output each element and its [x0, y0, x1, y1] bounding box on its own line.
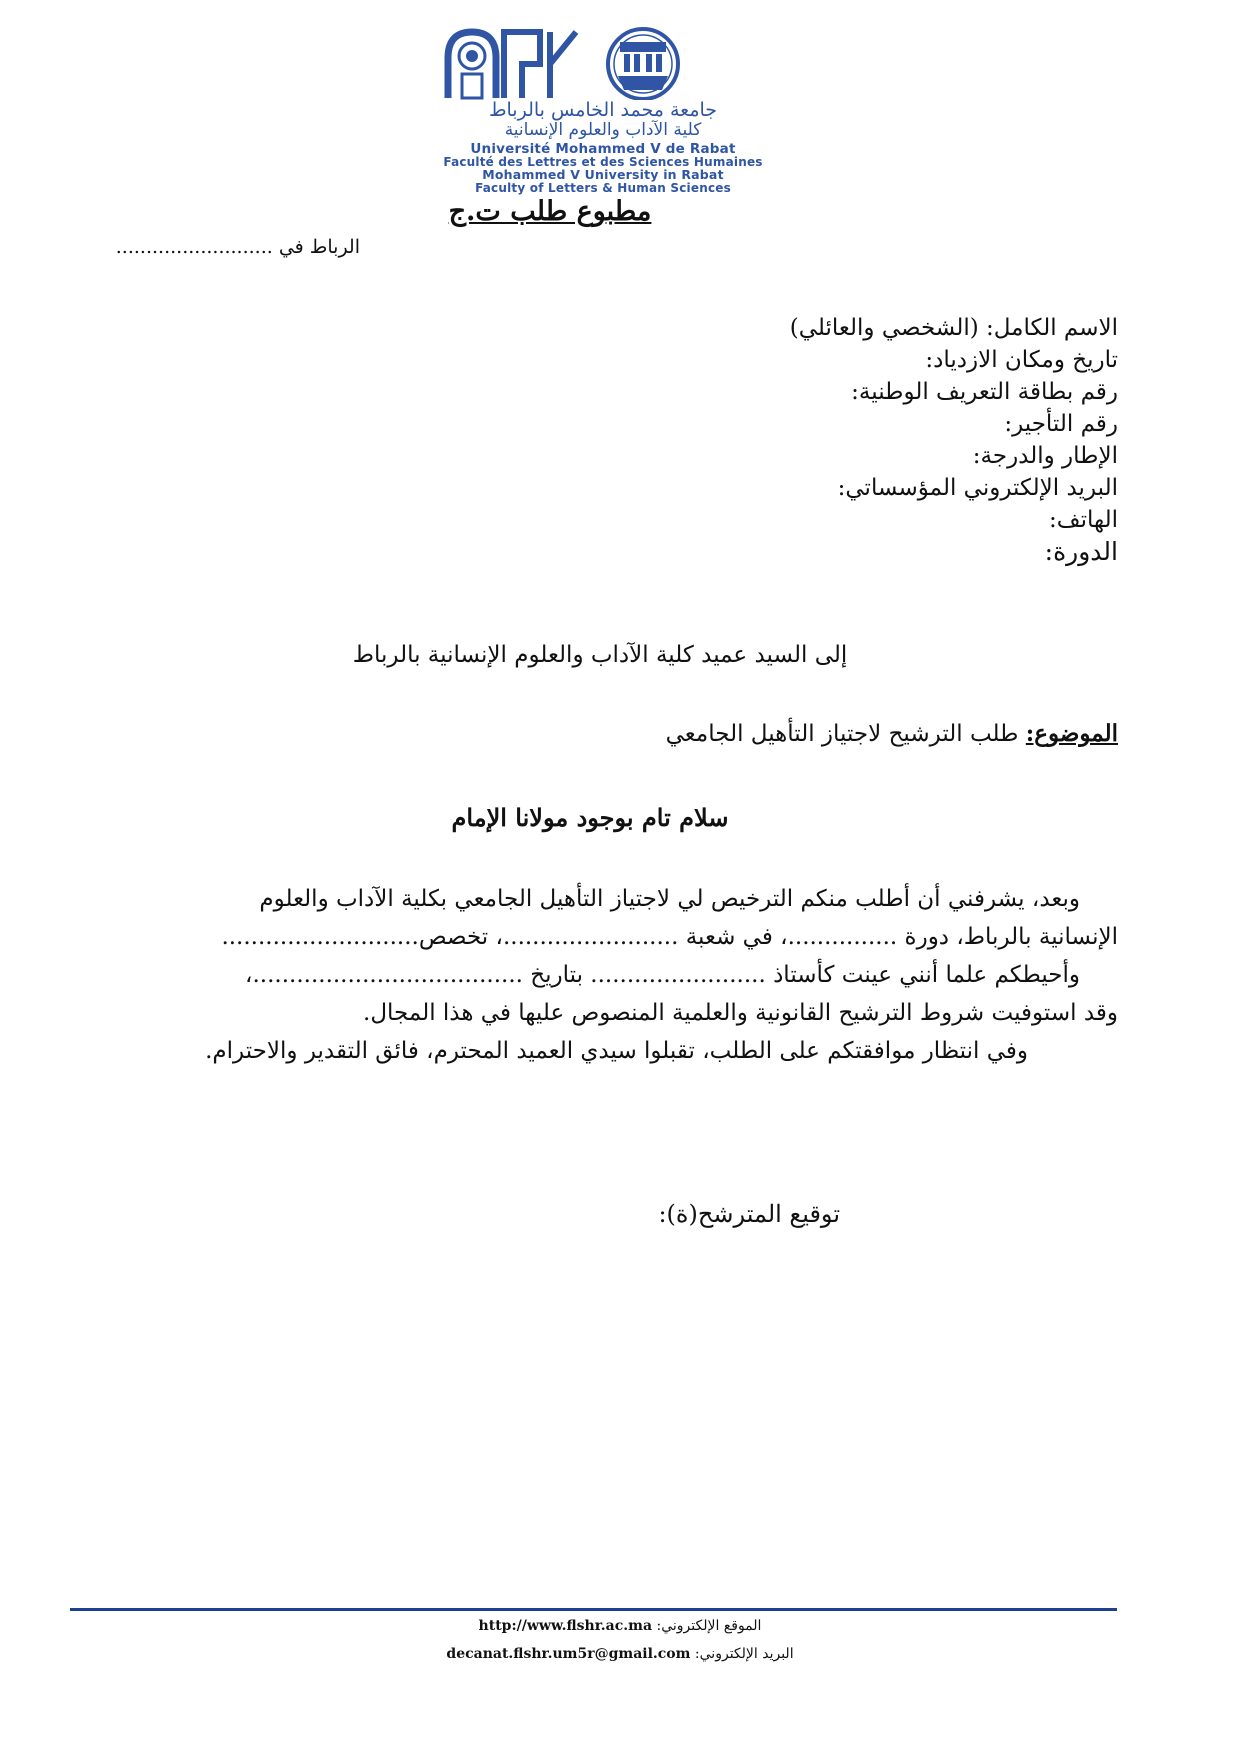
place-date: الرباط في ..........................	[115, 236, 360, 258]
logo-arabic-faculty: كلية الآداب والعلوم الإنسانية	[504, 120, 702, 140]
field-grade: الإطار والدرجة:	[972, 443, 1118, 469]
field-full-name: الاسم الكامل: (الشخصي والعائلي)	[789, 315, 1118, 341]
subject-text: طلب الترشيح لاجتياز التأهيل الجامعي	[665, 721, 1019, 747]
footer-email	[300, 1646, 940, 1662]
logo-latin-line-2: Faculté des Lettres et des Sciences Humaines	[443, 155, 763, 169]
form-title: مطبوع طلب ت.ج	[448, 196, 652, 227]
body-line-1: وبعد، يشرفني أن أطلب منكم الترخيص لي لاجتياز التأهيل الجامعي بكلية الآداب والعلوم	[259, 886, 1080, 912]
footer-email-label: البريد الإلكتروني:	[694, 1646, 794, 1662]
field-institutional-email: البريد الإلكتروني المؤسساتي:	[837, 475, 1118, 501]
field-birth-date-place: تاريخ ومكان الازدياد:	[925, 347, 1118, 373]
candidate-signature: توقيع المترشح(ة):	[658, 1200, 840, 1228]
subject-label: الموضوع:	[1025, 720, 1118, 747]
logo-latin-line-3: Mohammed V University in Rabat	[482, 167, 724, 182]
field-session: الدورة:	[1044, 537, 1118, 566]
footer-website-label: الموقع الإلكتروني:	[656, 1618, 762, 1634]
subject-line	[400, 720, 1118, 747]
footer-divider	[70, 1608, 1117, 1611]
logo-latin-line-4: Faculty of Letters & Human Sciences	[475, 181, 731, 195]
body-line-2: الإنسانية بالرباط، دورة ...............، في شعبة ........................، تخصص...........................	[221, 924, 1118, 950]
body-line-5: وفي انتظار موافقتكم على الطلب، تقبلوا سيدي العميد المحترم، فائق التقدير والاحترام.	[205, 1038, 1028, 1064]
logo-arabic-university: جامعة محمد الخامس بالرباط	[488, 99, 718, 121]
footer-email-link[interactable]: decanat.flshr.um5r@gmail.com	[446, 1646, 691, 1662]
footer-website	[300, 1618, 940, 1634]
greeting: سلام تام بوجود مولانا الإمام	[451, 803, 729, 832]
university-emblem-icon	[438, 24, 768, 100]
field-national-id: رقم بطاقة التعريف الوطنية:	[851, 379, 1118, 405]
field-phone: الهاتف:	[1049, 507, 1118, 533]
body-line-4: وقد استوفيت شروط الترشيح القانونية والعلمية المنصوص عليها في هذا المجال.	[363, 1000, 1118, 1026]
addressee: إلى السيد عميد كلية الآداب والعلوم الإنسانية بالرباط	[352, 642, 848, 668]
field-payroll-number: رقم التأجير:	[1004, 411, 1118, 437]
body-line-3: وأحيطكم علما أنني عينت كأستاذ ........................ بتاريخ .....................................،	[245, 962, 1080, 988]
logo-latin-line-1: Université Mohammed V de Rabat	[470, 141, 736, 157]
footer-website-link[interactable]: http://www.flshr.ac.ma	[478, 1618, 653, 1634]
university-logo	[438, 24, 768, 195]
